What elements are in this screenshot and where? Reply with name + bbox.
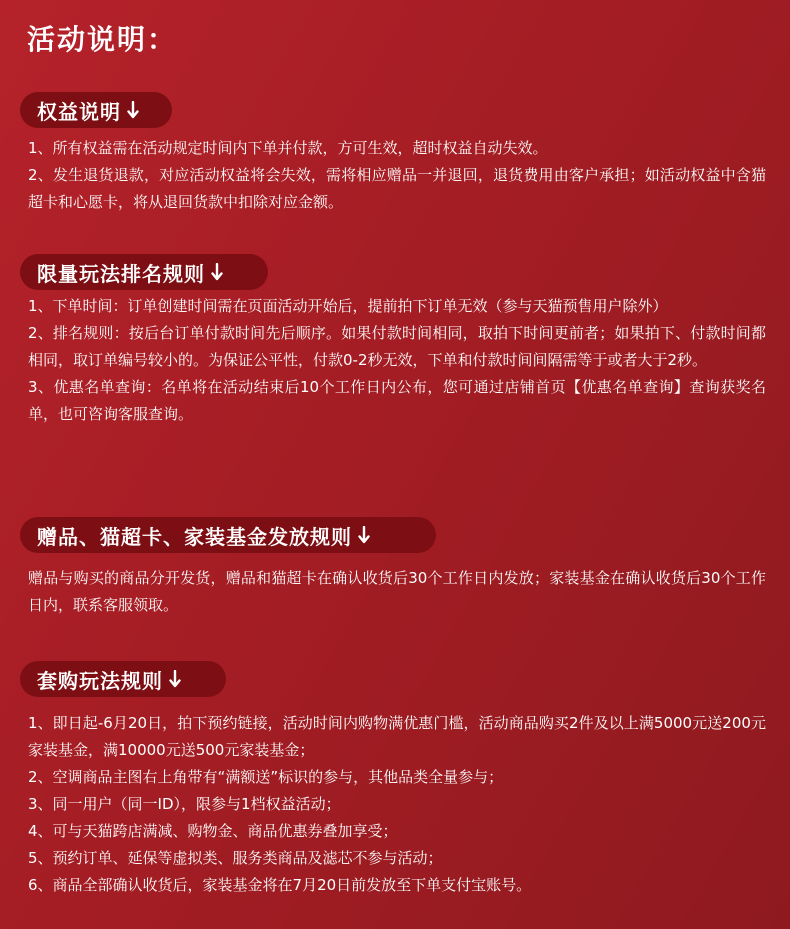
section-header-ranking xyxy=(20,254,268,290)
arrow-down-icon xyxy=(169,670,181,688)
section-body xyxy=(28,565,766,619)
section-body xyxy=(28,710,766,899)
section-title: 赠品、猫超卡、家装基金发放规则 xyxy=(37,524,352,549)
section-header-bundle xyxy=(20,661,226,697)
section-title: 套购玩法规则 xyxy=(37,668,163,693)
rule-item: 4、可与天猫跨店满减、购物金、商品优惠券叠加享受； xyxy=(28,822,398,840)
arrow-down-icon xyxy=(127,101,139,119)
rule-item: 1、下单时间：订单创建时间需在页面活动开始后，提前拍下订单无效（参与天猫预售用户除外） xyxy=(28,297,668,315)
rule-item: 赠品与购买的商品分开发货，赠品和猫超卡在确认收货后30个工作日内发放；家装基金在确认收货后30个工作日内，联系客服领取。 xyxy=(28,569,766,614)
section-body xyxy=(28,135,766,216)
rule-item: 2、发生退货退款，对应活动权益将会失效，需将相应赠品一并退回，退货费用由客户承担；如活动权益中含猫超卡和心愿卡，将从退回货款中扣除对应金额。 xyxy=(28,166,766,211)
rule-item: 1、所有权益需在活动规定时间内下单并付款，方可生效，超时权益自动失效。 xyxy=(28,139,548,157)
section-header-gifts xyxy=(20,517,436,553)
section-header-rights xyxy=(20,92,172,128)
rule-item: 3、优惠名单查询：名单将在活动结束后10个工作日内公布，您可通过店铺首页【优惠名单查询】查询获奖名单，也可咨询客服查询。 xyxy=(28,378,766,423)
section-title: 权益说明 xyxy=(37,99,121,124)
arrow-down-icon xyxy=(358,526,370,544)
rule-item: 6、商品全部确认收货后，家装基金将在7月20日前发放至下单支付宝账号。 xyxy=(28,876,532,894)
section-body xyxy=(28,293,766,428)
section-title: 限量玩法排名规则 xyxy=(37,261,205,286)
arrow-down-icon xyxy=(211,263,223,281)
rule-item: 1、即日起-6月20日，拍下预约链接，活动时间内购物满优惠门槛，活动商品购买2件及以上满5000元送200元家装基金，满10000元送500元家装基金； xyxy=(28,714,766,759)
rule-item: 5、预约订单、延保等虚拟类、服务类商品及滤芯不参与活动； xyxy=(28,849,443,867)
rule-item: 2、排名规则：按后台订单付款时间先后顺序。如果付款时间相同，取拍下时间更前者；如果拍下、付款时间都相同，取订单编号较小的。为保证公平性，付款0-2秒无效，下单和付款时间间隔需等于或者大于2秒。 xyxy=(28,324,766,369)
rule-item: 2、空调商品主图右上角带有“满额送”标识的参与，其他品类全量参与； xyxy=(28,768,504,786)
rule-item: 3、同一用户（同一ID），限参与1档权益活动； xyxy=(28,795,341,813)
page-title: 活动说明： xyxy=(27,23,178,56)
